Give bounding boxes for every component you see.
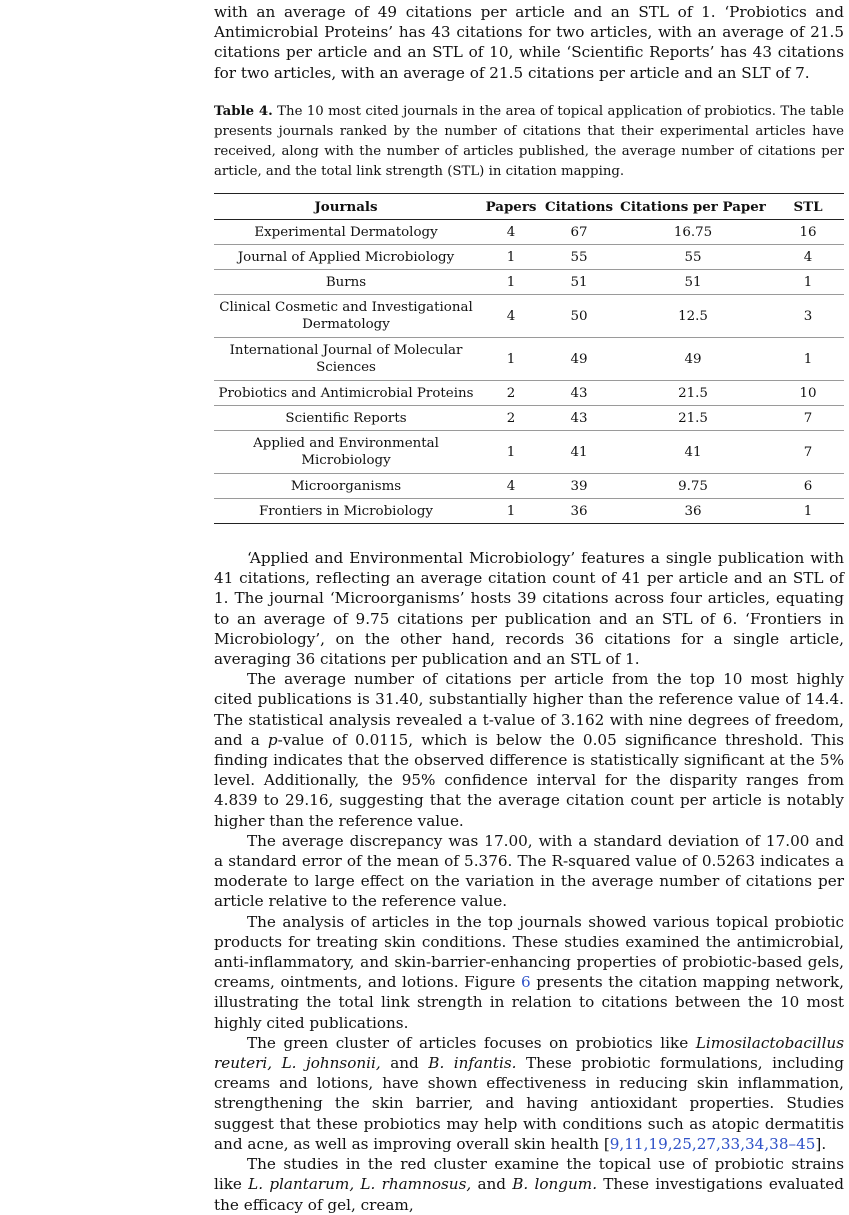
- body-paragraph: [214, 1033, 844, 1154]
- paragraph-text: The average number of citations per article from the top 10 most highly cited publications is 31.40, substantially higher than the reference value of 14.4. The statistical analysis revealed a t-value of 3.162 with nine degrees of freedom, and a: [214, 670, 844, 749]
- species-name: B. longum.: [512, 1175, 598, 1194]
- header-citations-per-paper: Citations per Paper: [614, 194, 772, 220]
- italic-text: p: [267, 730, 278, 749]
- table-row: [214, 499, 844, 524]
- header-stl: STL: [772, 194, 844, 220]
- papers-value: 1: [478, 245, 544, 270]
- journal-name: International Journal of Molecular Sciences: [214, 338, 478, 381]
- citations-value: 43: [544, 381, 614, 406]
- table-row: [214, 245, 844, 270]
- table-row: [214, 406, 844, 431]
- citations-value: 50: [544, 295, 614, 338]
- citations-per-paper-value: 21.5: [614, 381, 772, 406]
- body-paragraph: [214, 1154, 844, 1215]
- citations-value: 51: [544, 270, 614, 295]
- stl-value: 1: [772, 270, 844, 295]
- paragraph-text: ].: [815, 1134, 827, 1153]
- citations-per-paper-value: 12.5: [614, 295, 772, 338]
- body-paragraph: ‘Applied and Environmental Microbiology’ features a single publication with 41 citations, reflecting an average citation count of 41 per article and an STL of 1. The journal ‘Microorganisms’ hosts 39 citations across four articles, equating to an average of 9.75 citations per publication and an STL of 6. ‘Frontiers in Microbiology’, on the other hand, records 36 citations for a single article, averaging 36 citations per publication and an STL of 1.: [214, 549, 844, 669]
- papers-value: 2: [478, 381, 544, 406]
- papers-value: 4: [478, 474, 544, 499]
- stl-value: 4: [772, 245, 844, 270]
- stl-value: 7: [772, 406, 844, 431]
- species-name: L. plantarum, L. rhamnosus,: [248, 1175, 472, 1194]
- species-name: Limosilactobacillus reuteri, L. johnsonii,: [214, 1033, 844, 1073]
- citations-per-paper-value: 49: [614, 338, 772, 381]
- journal-name: Clinical Cosmetic and Investigational Dermatology: [214, 295, 478, 338]
- paragraph-text: and: [380, 1054, 429, 1073]
- citations-per-paper-value: 9.75: [614, 474, 772, 499]
- citations-per-paper-value: 51: [614, 270, 772, 295]
- body-paragraph: [214, 669, 844, 831]
- header-papers: Papers: [478, 194, 544, 220]
- table-row: [214, 381, 844, 406]
- journals-table: [214, 193, 844, 524]
- papers-value: 2: [478, 406, 544, 431]
- papers-value: 4: [478, 295, 544, 338]
- journal-name: Microorganisms: [214, 474, 478, 499]
- citations-value: 67: [544, 220, 614, 245]
- header-citations: Citations: [544, 194, 614, 220]
- paragraph-text: The studies in the red cluster examine the topical use of probiotic strains like: [214, 1155, 844, 1194]
- papers-value: 4: [478, 220, 544, 245]
- citations-value: 55: [544, 245, 614, 270]
- table-caption-label: Table 4.: [214, 104, 273, 119]
- papers-value: 1: [478, 431, 544, 474]
- citations-per-paper-value: 36: [614, 499, 772, 524]
- papers-value: 1: [478, 338, 544, 381]
- intro-paragraph: with an average of 49 citations per article and an STL of 1. ‘Probiotics and Antimicrobial Proteins’ has 43 citations for two articles, with an average of 21.5 citations per article and an STL of 10, while ‘Scientific Reports’ has 43 citations for two articles, with an average of 21.5 citations per article and an SLT of 7.: [214, 3, 844, 82]
- table-row: [214, 431, 844, 474]
- header-journals: Journals: [214, 194, 478, 220]
- journal-name: Journal of Applied Microbiology: [214, 245, 478, 270]
- journal-name: Burns: [214, 270, 478, 295]
- paragraph-text: presents the citation mapping network, illustrating the total link strength in relation to citations between the 10 most highly cited publications.: [214, 973, 844, 1032]
- journal-name: Experimental Dermatology: [214, 220, 478, 245]
- citations-per-paper-value: 41: [614, 431, 772, 474]
- figure-reference-link[interactable]: 6: [520, 973, 531, 992]
- table-row: [214, 295, 844, 338]
- table-caption: [214, 102, 844, 182]
- stl-value: 1: [772, 499, 844, 524]
- table-caption-text: The 10 most cited journals in the area of topical application of probiotics. The table presents journals ranked by the number of citations that their experimental articles have received, along with the number of articles published, the average number of citations per article, and the total link strength (STL) in citation mapping.: [214, 104, 844, 179]
- table-header-row: [214, 194, 844, 220]
- citations-value: 43: [544, 406, 614, 431]
- body-paragraph: [214, 912, 844, 1033]
- citations-value: 36: [544, 499, 614, 524]
- citations-value: 39: [544, 474, 614, 499]
- table-row: [214, 220, 844, 245]
- papers-value: 1: [478, 499, 544, 524]
- paragraph-text: -value of 0.0115, which is below the 0.05 significance threshold. This finding indicates that the observed difference is statistically significant at the 5% level. Additionally, the 95% confidence interval for the disparity ranges from 4.839 to 29.16, suggesting that the average citation count per article is notably higher than the reference value.: [214, 730, 844, 830]
- citations-per-paper-value: 55: [614, 245, 772, 270]
- citations-value: 41: [544, 431, 614, 474]
- paragraph-text: and: [471, 1175, 513, 1194]
- paragraph-text: The green cluster of articles focuses on probiotics like: [247, 1033, 696, 1052]
- table-row: [214, 474, 844, 499]
- paragraph-text: The analysis of articles in the top journals showed various topical probiotic products for treating skin conditions. These studies examined the antimicrobial, anti-inflammatory, and skin-barrier-enhancing properties of probiotic-based gels, creams, ointments, and lotions. Figure: [214, 912, 844, 992]
- stl-value: 10: [772, 381, 844, 406]
- journal-name: Frontiers in Microbiology: [214, 499, 478, 524]
- stl-value: 16: [772, 220, 844, 245]
- species-name: B. infantis.: [428, 1054, 517, 1073]
- stl-value: 3: [772, 295, 844, 338]
- stl-value: 1: [772, 338, 844, 381]
- stl-value: 6: [772, 474, 844, 499]
- table-row: [214, 338, 844, 381]
- body-paragraph: The average discrepancy was 17.00, with a standard deviation of 17.00 and a standard error of the mean of 5.376. The R-squared value of 0.5263 indicates a moderate to large effect on the variation in the average number of citations per article relative to the reference value.: [214, 831, 844, 911]
- paragraph-text: These investigations evaluated the efficacy of gel, cream,: [214, 1175, 845, 1214]
- citations-value: 49: [544, 338, 614, 381]
- journal-name: Applied and Environmental Microbiology: [214, 431, 478, 474]
- journal-name: Scientific Reports: [214, 406, 478, 431]
- journal-name: Probiotics and Antimicrobial Proteins: [214, 381, 478, 406]
- citation-reference-links[interactable]: 9,11,19,25,27,33,34,38–45: [609, 1134, 816, 1153]
- citations-per-paper-value: 21.5: [614, 406, 772, 431]
- papers-value: 1: [478, 270, 544, 295]
- stl-value: 7: [772, 431, 844, 474]
- table-row: [214, 270, 844, 295]
- paragraph-text: These probiotic formulations, including creams and lotions, have shown effectiveness in reducing skin inflammation, strengthening the skin barrier, and having antioxidant properties. Studies suggest that these probiotics may help with conditions such as atopic dermatitis and acne, as well as improving overall skin health [: [214, 1054, 845, 1153]
- body-text: [214, 548, 844, 1215]
- citations-per-paper-value: 16.75: [614, 220, 772, 245]
